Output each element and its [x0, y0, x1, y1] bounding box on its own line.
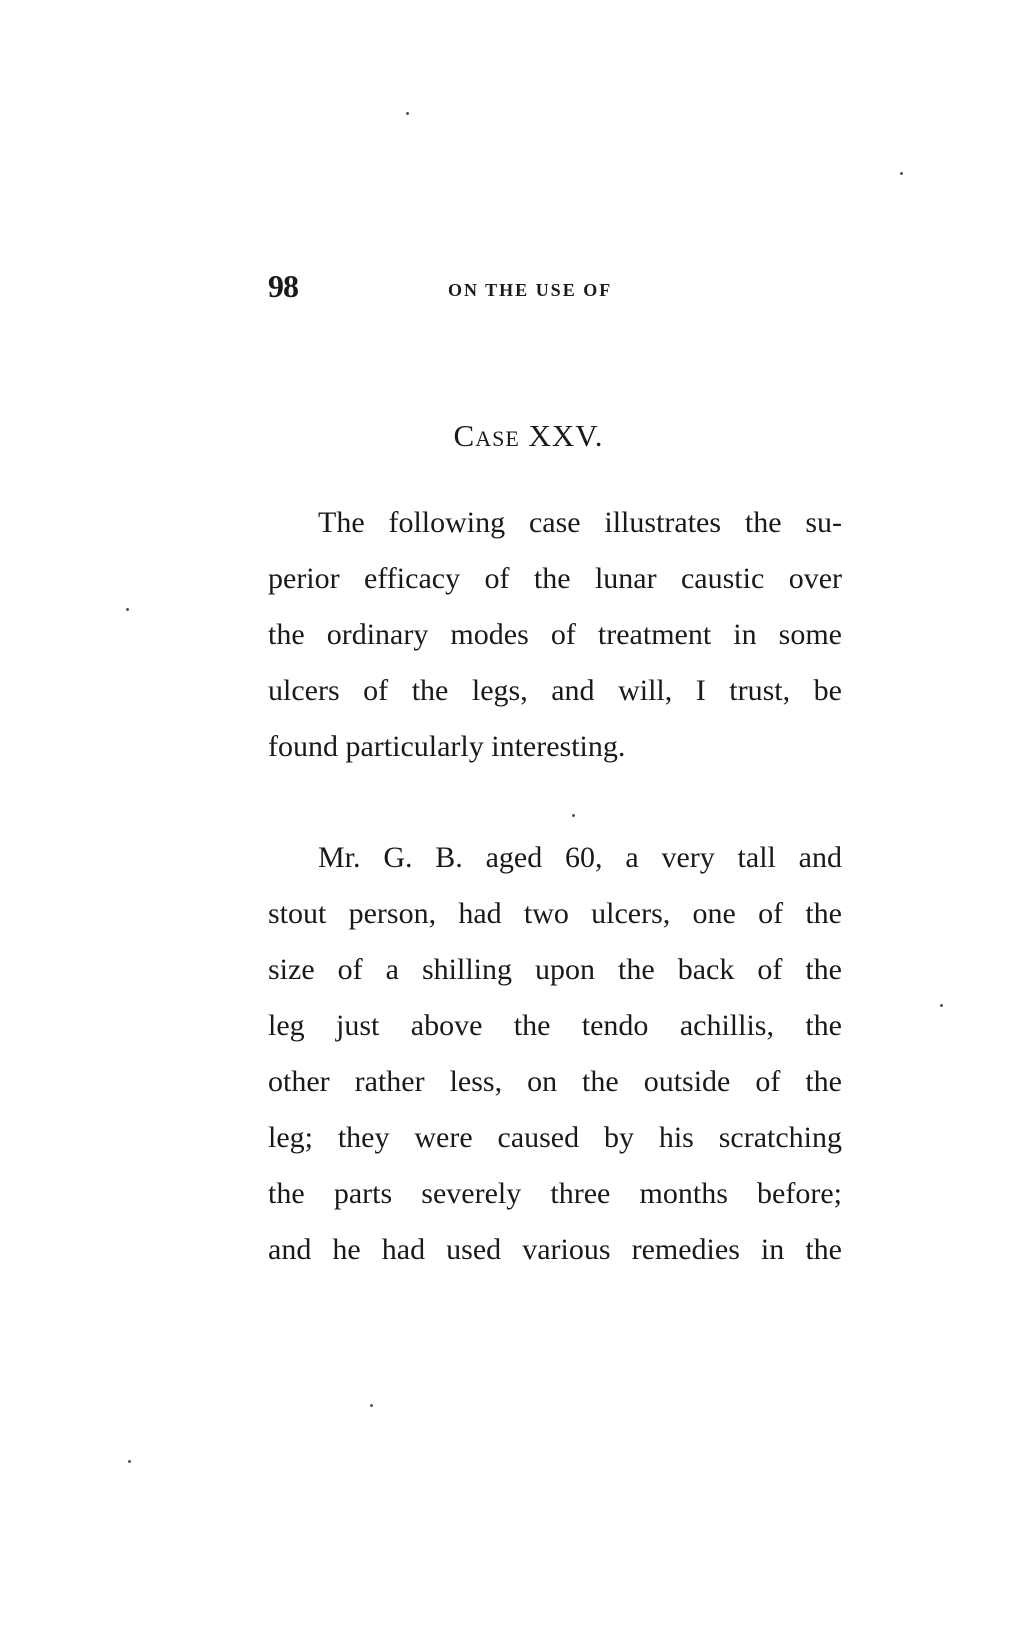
text-line: and he had used various remedies in the: [268, 1233, 842, 1266]
page-header: [268, 268, 688, 308]
scan-speck: [370, 1404, 373, 1407]
scan-speck: [900, 172, 903, 175]
text-line: found particularly interesting.: [268, 730, 626, 763]
running-head: ON THE USE OF: [448, 280, 613, 300]
paragraph-2: [268, 830, 842, 1278]
case-title: Case XXV.: [453, 418, 604, 453]
text-line: the parts severely three months before;: [268, 1177, 842, 1210]
scan-speck: [128, 1460, 131, 1463]
text-line: size of a shilling upon the back of the: [268, 953, 842, 986]
text-line: the ordinary modes of treatment in some: [268, 618, 842, 651]
page-number: 98: [268, 268, 298, 304]
text-line: other rather less, on the outside of the: [268, 1065, 842, 1098]
scan-speck: [406, 112, 409, 115]
text-line: stout person, had two ulcers, one of the: [268, 897, 842, 930]
scan-speck: [572, 814, 575, 817]
scan-speck: [940, 1004, 943, 1007]
text-line: ulcers of the legs, and will, I trust, be: [268, 674, 842, 707]
text-line: perior efficacy of the lunar caustic over: [268, 562, 842, 595]
scan-speck: [126, 608, 129, 611]
text-line: Mr. G. B. aged 60, a very tall and: [318, 841, 842, 874]
paragraph-1: [268, 495, 842, 775]
text-line: The following case illustrates the su-: [318, 506, 842, 539]
text-line: leg; they were caused by his scratching: [268, 1121, 842, 1154]
text-line: leg just above the tendo achillis, the: [268, 1009, 842, 1042]
